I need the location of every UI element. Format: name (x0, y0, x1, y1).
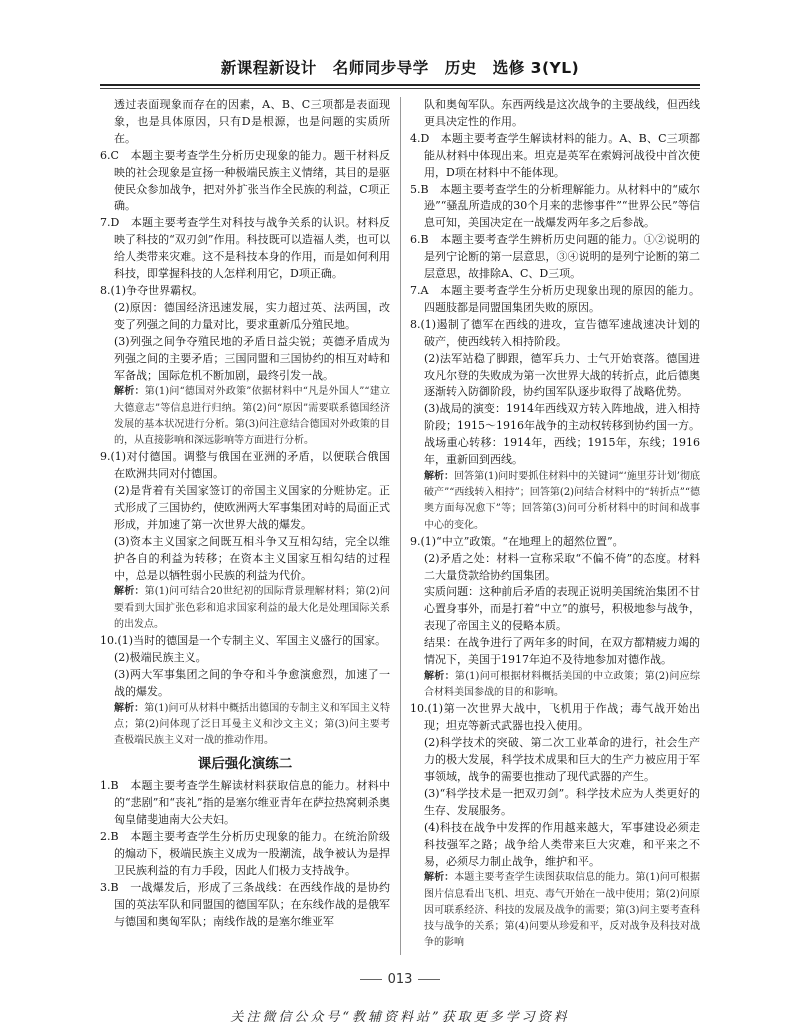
answer-item: 7.D 本题主要考查学生对科技与战争关系的认识。材料反映了科技的“双刃剑”作用。科技既可以造福人类，也可以给人类带来灾难。这不是科技本身的作用，而是如何利用科技，即掌握科技的人怎样利用它，D项正确。 (100, 216, 390, 281)
answer-paragraph: (4)科技在战争中发挥的作用越来越大，军事建设必须走科技强军之路；战争给人类带来巨大灾难，和平来之不易，必须尽力制止战争，维护和平。 (424, 820, 700, 868)
page-number-dash-left (360, 979, 382, 980)
header-rule-thin (100, 88, 700, 89)
page-header: 新课程新设计 名师同步导学 历史 选修 3(YL) (220, 59, 580, 77)
explanation-note (100, 384, 390, 449)
page-number-dash-right (418, 979, 440, 980)
explanation-text: 第(1)问可根据材料概括美国的中立政策；第(2)问应综合材料美国参战的目的和影响。 (424, 671, 700, 699)
explanation-text: 第(1)问可结合20世纪初的国际背景理解材料；第(2)问要看到大国扩张色彩和追求国家利益的最大化是处理国际关系的出发点。 (114, 586, 390, 630)
footer-note: 关注微信公众号“教辅资料站”获取更多学习资料 (230, 1010, 570, 1025)
answer-paragraph: (3)“科学技术是一把双刃剑”。科学技术应为人类更好的生存、发展服务。 (424, 786, 700, 817)
answer-item: 9.(1)“中立”政策。“在地理上的超然位置”。 (410, 534, 624, 548)
explanation-label: 解析： (114, 386, 145, 398)
answer-paragraph: (3)列强之间争夺殖民地的矛盾日益尖锐；英德矛盾成为列强之间的主要矛盾；三国同盟和三国协约的相互对峙和军备战；国际危机不断加剧，最终引发一战。 (114, 334, 390, 382)
header-rule (100, 84, 700, 86)
answer-item: 4.D 本题主要考查学生解读材料的能力。A、B、C三项都能从材料中体现出来。坦克是英军在索姆河战役中首次使用，D项在材料中不能体现。 (410, 131, 700, 179)
right-column (410, 97, 700, 957)
answer-item: 9.(1)对付德国。调整与俄国在亚洲的矛盾，以便联合俄国在欧洲共同对付德国。 (100, 450, 390, 481)
explanation-note (410, 469, 700, 534)
answer-item: 2.B 本题主要考查学生分析历史现象的能力。在统治阶级的煽动下，极端民族主义成为一股潮流，战争被认为是捍卫民族利益的有力手段，因此人们极力支持战争。 (100, 830, 390, 877)
answer-item: 6.B 本题主要考查学生辨析历史问题的能力。①②说明的是列宁论断的第一层意思，③④说明的是列宁论断的第二层意思，故排除A、C、D三项。 (410, 233, 700, 281)
answer-paragraph: 队和奥匈军队。东西两线是这次战争的主要战线，但西线更具决定性的作用。 (424, 98, 700, 128)
explanation-note (100, 584, 390, 633)
answer-item: 8.(1)遏制了德军在西线的进攻，宣告德军速战速决计划的破产，使西线转入相持阶段。 (410, 317, 700, 348)
answer-paragraph: (2)矛盾之处：材料一宣称采取“不偏不倚”的态度。材料二大量贷款给协约国集团。 (424, 551, 700, 582)
answer-item: 10.(1)第一次世界大战中，飞机用于作战；毒气战开始出现；坦克等新式武器也投入使用。 (410, 702, 700, 733)
explanation-text: 本题主要考查学生读图获取信息的能力。第(1)问可根据图片信息看出飞机、坦克、毒气开始在一战中使用；第(2)问原因可联系经济、科技的发展及战争的需要；第(3)问主要考查科技与战争的关系；第(4)问要从珍爱和平，反对战争及科技对战争的影响 (424, 872, 700, 949)
answer-paragraph: (2)是背着有关国家签订的帝国主义国家的分赃协定。正式形成了三国协约，使欧洲两大军事集团对峙的局面正式形成，并加速了第一次世界大战的爆发。 (114, 484, 390, 531)
explanation-text: 第(1)问可从材料中概括出德国的专制主义和军国主义特点；第(2)问体现了泛日耳曼主义和沙文主义；第(3)问主要考查极端民族主义对一战的推动作用。 (114, 702, 390, 747)
answer-paragraph: (2)极端民族主义。 (114, 650, 207, 664)
explanation-text: 第(1)问“德国对外政策”依据材料中“凡是外国人”“建立大德意志”等信息进行归纳。第(2)问“原因”需要联系德国经济发展的基本状况进行分析。第(3)问注意结合德国对外政策的目的，从直接影响和深远影响等方面进行分析。 (114, 386, 390, 447)
explanation-label: 解析： (114, 702, 145, 714)
explanation-note (100, 701, 390, 750)
answer-paragraph: 透过表面现象而存在的因素，A、B、C三项都是表面现象，也是具体原因，只有D是根源，也是问题的实质所在。 (114, 98, 390, 145)
answer-paragraph: (2)法军站稳了脚跟，德军兵力、士气开始衰落。德国进攻凡尔登的失败成为第一次世界大战的转折点，此后德奥逐渐转入防御阶段，协约国军队逐步取得了战略优势。 (424, 351, 700, 399)
answer-item: 10.(1)当时的德国是一个专制主义、军国主义盛行的国家。 (100, 634, 387, 648)
explanation-note (410, 870, 700, 951)
answer-paragraph: 结果：在战争进行了两年多的时间，在双方都精疲力竭的情况下，美国于1917年迫不及待地参加对德作战。 (424, 636, 700, 667)
explanation-label: 解析： (424, 470, 455, 482)
answer-item: 3.B 一战爆发后，形成了三条战线：在西线作战的是协约国的英法军队和同盟国的德国军队；在东线作战的是俄军与德国和奥匈军队；南线作战的是塞尔维亚军 (100, 880, 390, 928)
answer-paragraph: (3)战局的演变：1914年西线双方转入阵地战，进入相持阶段；1915～1916年战争的主动权转移到协约国一方。战场重心转移：1914年，西线；1915年，东线；1916年，重新回到西线。 (424, 402, 700, 467)
explanation-text: 回答第(1)问时要抓住材料中的关键词“‘施里芬计划’彻底破产”“西线转入相持”；回答第(2)问结合材料中的“转折点”“德奥方面每况愈下”等；回答第(3)问可分析材料中的时间和战事中心的变化。 (424, 470, 700, 531)
explanation-label: 解析： (424, 671, 455, 682)
explanation-note (410, 669, 700, 701)
explanation-label: 解析： (114, 586, 145, 598)
answer-paragraph: (2)原因：德国经济迅速发展，实力超过英、法两国，改变了列强之间的力量对比，要求重新瓜分殖民地。 (114, 300, 390, 331)
left-column (100, 97, 390, 957)
answer-item: 7.A 本题主要考查学生分析历史现象出现的原因的能力。四题肢都是同盟国集团失败的原因。 (410, 283, 700, 314)
answer-paragraph: (3)两大军事集团之间的争夺和斗争愈演愈烈，加速了一战的爆发。 (114, 667, 390, 698)
answer-item: 6.C 本题主要考查学生分析历史现象的能力。题干材料反映的社会现象是宣扬一种极端民族主义情绪，其目的是驱使民众参加战争，把对外扩张当作全民族的利益，C项正确。 (100, 148, 390, 213)
column-divider (400, 97, 401, 955)
section-title: 课后强化演练二 (197, 756, 293, 773)
answer-item: 8.(1)争夺世界霸权。 (100, 283, 204, 297)
page-number (350, 972, 450, 987)
answer-paragraph: (3)资本主义国家之间既互相斗争又互相勾结，完全以维护各自的利益为转移；在资本主义国家互相勾结的过程中，总是以牺牲弱小民族的利益为代价。 (114, 534, 390, 582)
answer-paragraph: (2)科学技术的突破、第二次工业革命的进行，社会生产力的极大发展，科学技术成果和巨大的生产力被应用于军事领域，战争的需要也推动了现代武器的产生。 (424, 736, 700, 784)
page-number-text: 013 (387, 972, 413, 987)
explanation-label: 解析： (424, 872, 455, 884)
answer-item: 1.B 本题主要考查学生解读材料获取信息的能力。材料中的“悲剧”和“丧礼”指的是塞尔维亚青年在萨拉热窝刺杀奥匈皇储斐迪南大公夫妇。 (100, 779, 390, 827)
answer-paragraph: 实质问题：这种前后矛盾的表现正说明美国统治集团不甘心置身事外，而是打着“中立”的旗号，积极地参与战争，表现了帝国主义的侵略本质。 (424, 585, 700, 633)
answer-item: 5.B 本题主要考查学生的分析理解能力。从材料中的“威尔逊”“骚乱所造成的30个月来的悲惨事件”“世界公民”等信息可知，美国决定在一战爆发两年多之后参战。 (410, 182, 700, 230)
